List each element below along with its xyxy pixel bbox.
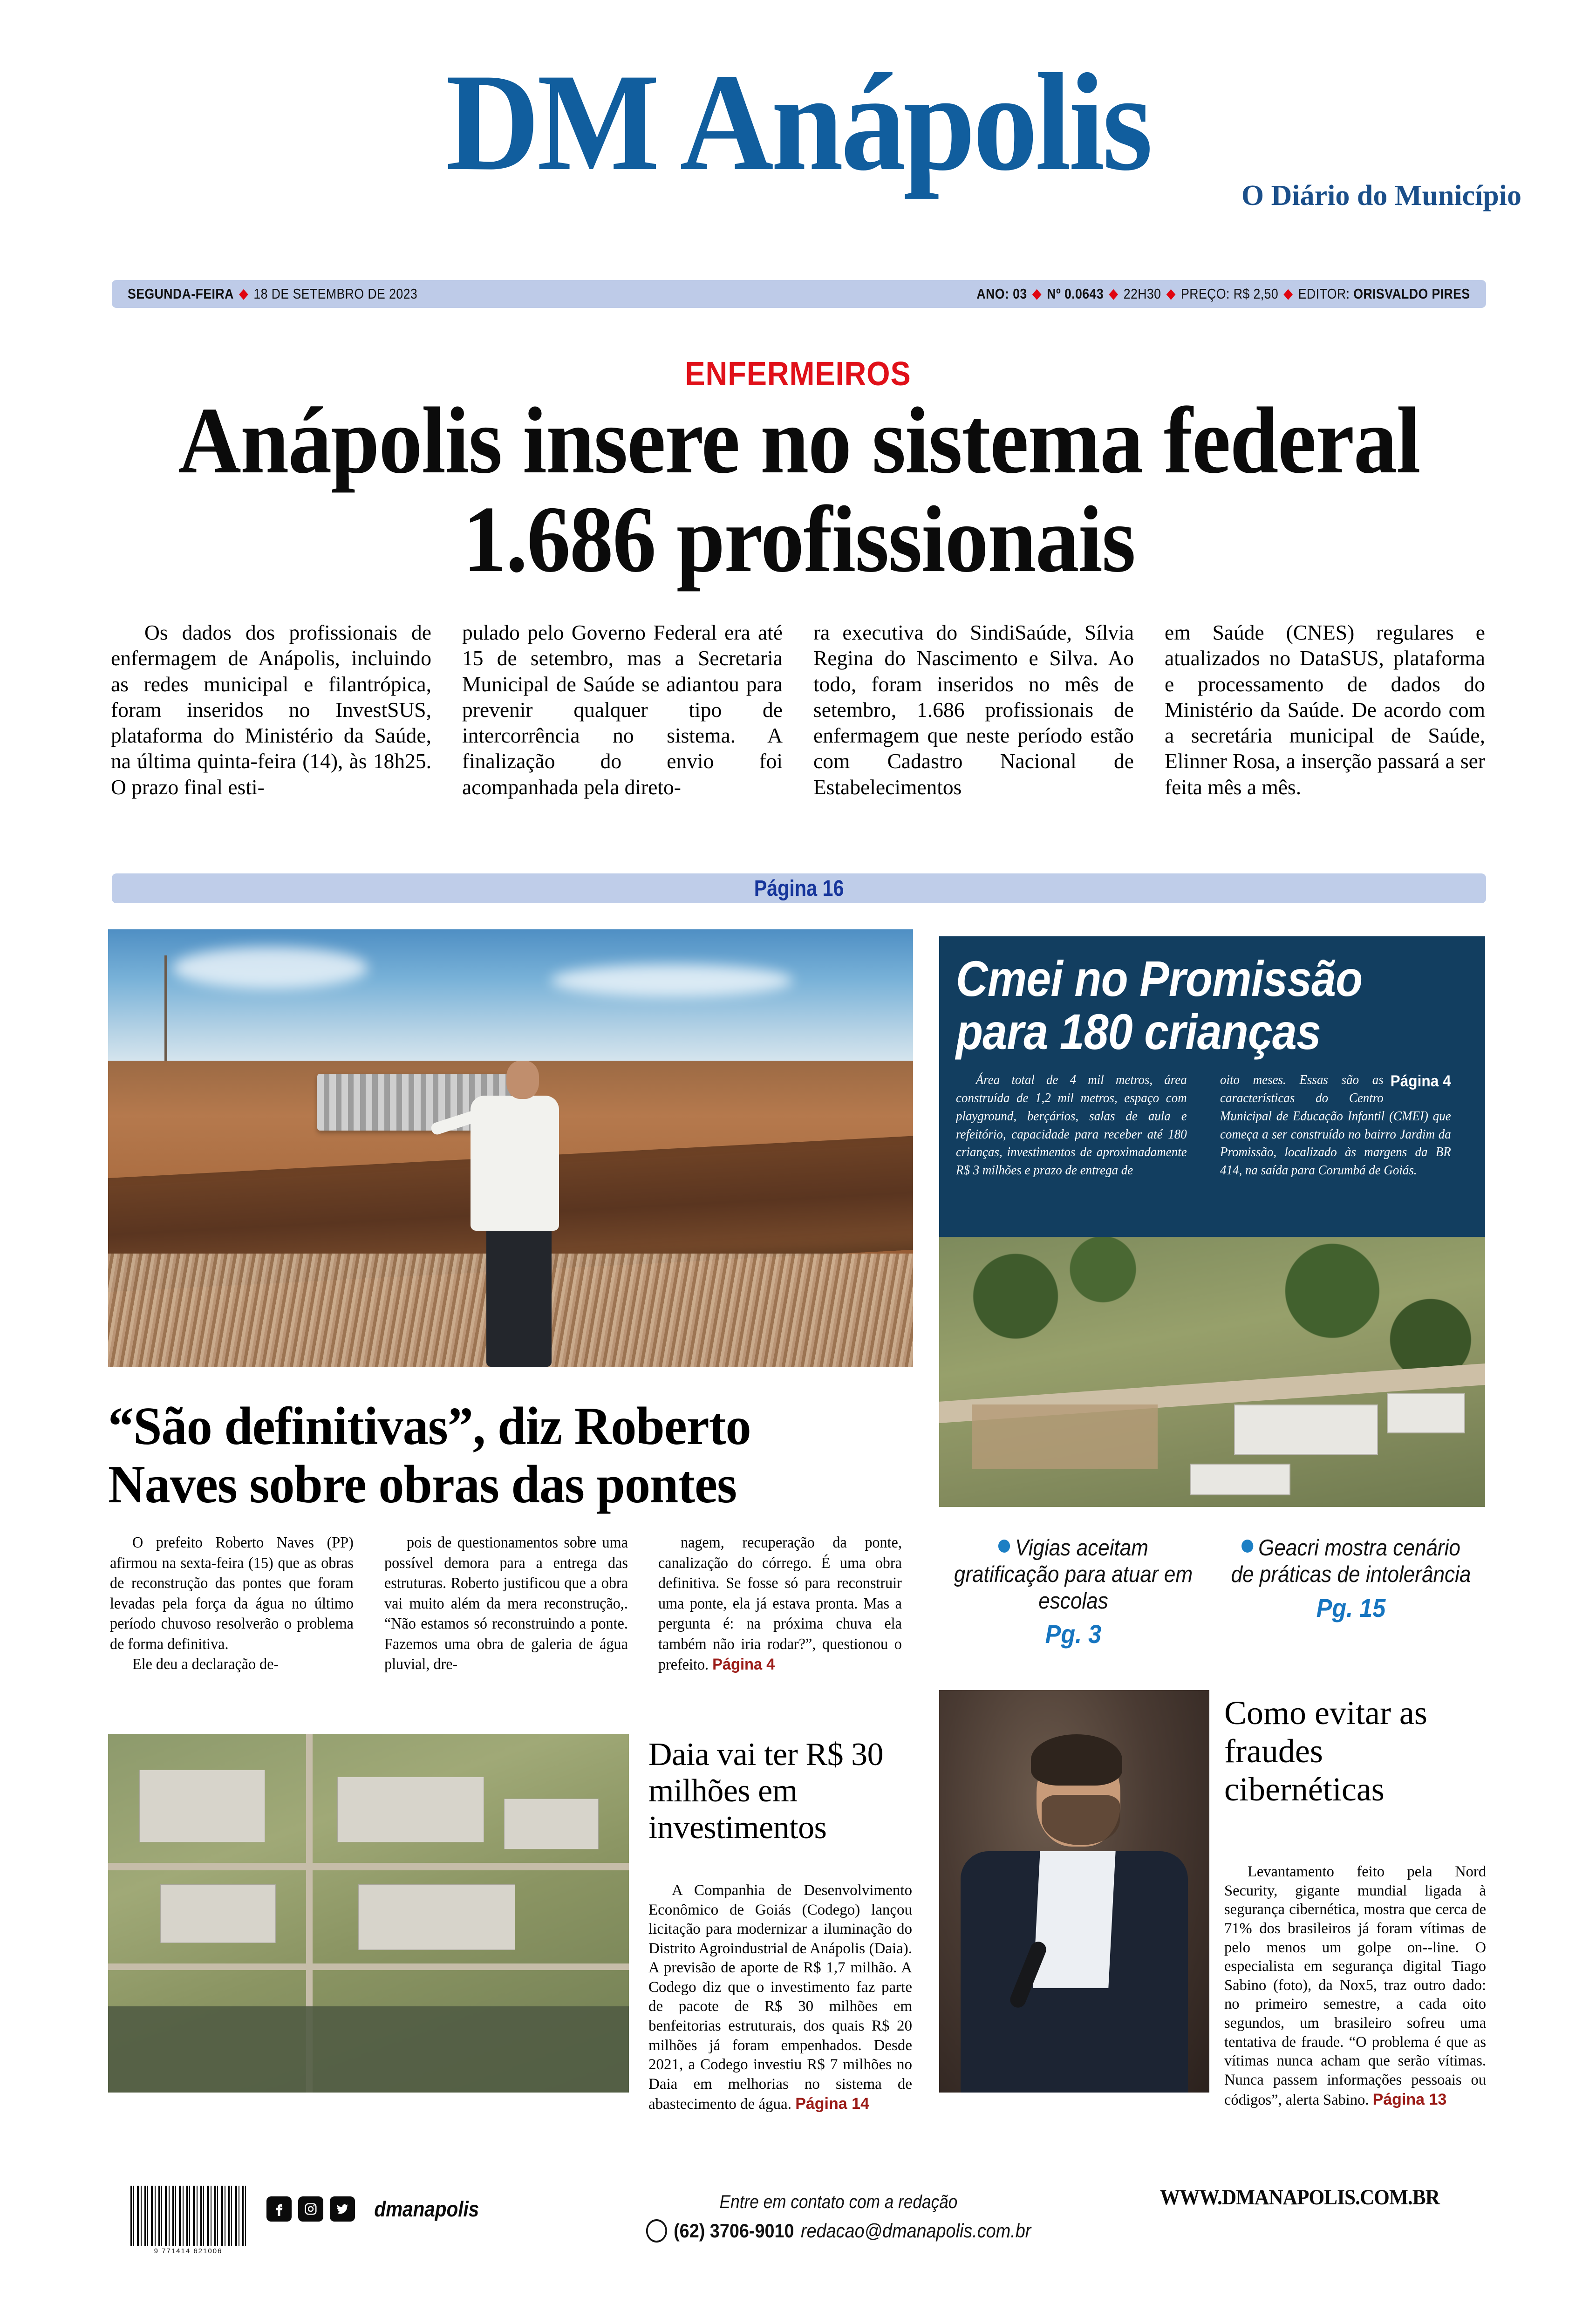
price-label: PREÇO: R$ 2,50 [1181,286,1279,302]
fraudes-headline: Como evitar as fraudes cibernéticas [1224,1694,1427,1808]
portrait-hair [1031,1734,1122,1786]
person-legs [486,1227,552,1367]
cmei-page-reference[interactable]: Página 4 [1390,1072,1451,1090]
newspaper-subtitle: O Diário do Município [1241,180,1521,211]
lead-column-2: pulado pelo Governo Federal era até 15 de setembro, mas a Secretaria Municipal de Saúde se adiantou para prevenir qualquer tipo de intercorrência no sistema. A finalização do envio foi acompanhada pela direto- [462,620,783,799]
daia-body [648,1881,912,2114]
bridges-paragraph-2: Ele deu a declaração de- [132,1656,279,1673]
contact-email[interactable]: redacao@dmanapolis.com.br [800,2220,1031,2242]
year-label: ANO: 03 [976,286,1028,302]
street-line [108,1863,629,1870]
editor-name: ORISVALDO PIRES [1353,286,1470,302]
teaser-row [939,1535,1485,1649]
street-line [108,1963,629,1970]
weekday-label: SEGUNDA-FEIRA [128,286,234,302]
tiago-sabino-portrait-photo [939,1690,1209,2093]
edition-date-group [128,286,417,302]
facebook-icon[interactable] [266,2196,292,2222]
cmei-column-2 [1220,1071,1451,1179]
daia-aerial-photo [108,1734,629,2093]
teaser-vigias-page-reference[interactable]: Pg. 3 [1045,1619,1102,1649]
bridges-page-reference[interactable]: Página 4 [712,1656,775,1674]
bridges-body-columns [110,1533,912,1675]
cmei-column-1: Área total de 4 mil metros, área construída de 1,2 mil metros, espaço com playground, berçários, salas de aula e refeitório, capacidade para receber até 180 crianças, investimentos de aproximadamente R$ 3 milhões e prazo de entrega de [956,1072,1187,1178]
industrial-block [160,1884,276,1943]
lead-kicker: ENFERMEIROS [685,355,911,393]
lead-column-1: Os dados dos profissionais de enfermagem de Anápolis, incluindo as redes municipal e filantrópica, foram inseridos no InvestSUS, plataforma do Ministério da Saúde, na última quinta-feira (14), às 18h25. O prazo final esti- [111,620,431,799]
diamond-separator-icon: ◆ [1166,286,1176,301]
bridges-column-1 [110,1533,354,1675]
cloud-shape [551,964,793,997]
industrial-block [358,1884,515,1950]
building [1234,1404,1378,1455]
bullet-dot-icon [1241,1540,1253,1553]
cmei-column-2-text: oito meses. Essas são as características do Centro Municipal de Educação Infantil (CMEI) que começa a ser construído no bairro Jardim da Promissão, localizado às margens da BR 414, na saída para Corumbá de Goiás. [1220,1072,1451,1178]
fraudes-body-text: Levantamento feito pela Nord Security, gigante mundial ligada à segurança cibernética, mostra que cerca de 71% dos brasileiros já foram vítimas de pelo menos um golpe on--line. O especialista em segurança digital Tiago Sabino (foto), da Nox5, traz outro dado: no primeiro semestre, a cada oito segundos, um brasileiro sofreu uma tentativa de fraude. “O problema é que as vítimas nunca acham que serão vítimas. Nunca passem informações pessoais ou códigos”, alerta Sabino. [1224,1863,1486,2108]
bridge-works-photo [108,929,913,1367]
time-label: 22H30 [1124,286,1161,302]
teaser-geacri-label: Geacri mostra cenário de práticas de intolerância [1231,1535,1471,1587]
diamond-separator-icon: ◆ [239,286,249,301]
bridges-column-2 [384,1533,628,1675]
lead-headline: Anápolis insere no sistema federal 1.686 profissionais [178,388,1420,593]
bridges-paragraph-4 [658,1533,902,1675]
portrait-shirt [1033,1851,1116,1988]
contact-details [629,2219,1048,2243]
lead-body-columns [111,620,1485,800]
building [1387,1393,1465,1433]
person-head [506,1061,539,1099]
bullet-dot-icon [998,1540,1010,1553]
building [1190,1464,1290,1495]
tree-belt [108,2006,629,2093]
barcode [130,2186,246,2246]
teaser-vigias[interactable] [939,1535,1207,1649]
cmei-body-columns [956,1071,1468,1179]
social-handle: dmanapolis [374,2197,479,2221]
utility-pole [164,955,167,1078]
daia-headline: Daia vai ter R$ 30 milhões em investimentos [648,1737,884,1846]
portrait-beard [1042,1795,1120,1845]
edition-meta-group [977,286,1470,302]
barcode-number: 9 771414 621006 [154,2247,223,2255]
newspaper-title: DM Anápolis [445,45,1151,199]
lead-column-4: em Saúde (CNES) regulares e atualizados no DataSUS, plataforma e processamento de dados do Ministério da Saúde. De acordo com a secretária municipal de Saúde, Elinner Rosa, a inserção passará a ser feita mês a mês. [1165,620,1485,799]
diamond-separator-icon: ◆ [1283,286,1293,301]
diamond-separator-icon: ◆ [1032,286,1042,301]
cmei-headline: Cmei no Promissão para 180 crianças [956,950,1363,1060]
bridges-paragraph-1: O prefeito Roberto Naves (PP) afirmou na sexta-feira (15) que as obras de reconstrução das pontes que foram levadas pela força da água no último período chuvoso resolverão o problema de forma definitiva. [110,1534,354,1653]
lead-page-reference-bar[interactable] [112,873,1486,903]
daia-page-reference[interactable]: Página 14 [795,2095,869,2113]
fraudes-page-reference[interactable]: Página 13 [1372,2090,1447,2108]
editor-label: EDITOR: [1298,286,1350,302]
industrial-block [504,1799,599,1850]
teaser-vigias-label: Vigias aceitam gratificação para atuar em escolas [954,1535,1193,1614]
cmei-feature-box [939,936,1485,1237]
lead-column-3: ra executiva do SindiSaúde, Sílvia Regina do Nascimento e Silva. Ao todo, foram inseridos no mês de setembro, 1.686 profissionais de enfermagem que neste período estão com Cadastro Nacional de Estabelecimentos [813,620,1134,799]
date-label: 18 DE SETEMBRO DE 2023 [253,286,418,302]
website-url[interactable]: WWW.DMANAPOLIS.COM.BR [1159,2185,1440,2209]
teaser-geacri-text [1230,1535,1472,1588]
contact-phone[interactable]: (62) 3706-9010 [674,2220,794,2242]
daia-body-text: A Companhia de Desenvolvimento Econômico de Goiás (Codego) lançou licitação para modernizar a iluminação do Distrito Agroindustrial de Anápolis (Daia). A previsão de aporte de R$ 1,7 milhão. A Codego diz que o investimento faz parte de pacote de R$ 30 milhões em benfeitorias estruturais, dos quais R$ 20 milhões já foram empenhados. Desde 2021, a Codego investiu R$ 7 milhões no Daia em melhorias no sistema de abastecimento de água. [648,1882,912,2113]
social-media-group [266,2196,486,2222]
diamond-separator-icon: ◆ [1109,286,1119,301]
teaser-vigias-text [953,1535,1194,1614]
industrial-block [139,1770,265,1842]
cmei-aerial-photo [939,1237,1485,1507]
lead-page-reference: Página 16 [754,876,844,901]
bridges-paragraph-4-text: nagem, recuperação da ponte, canalização do córrego. É uma obra definitiva. Se fosse só para reconstruir uma ponte, ela já estava pronta. Mas a pergunta é: na próxima chuva ela também não iria rodar?”, questionou o prefeito. [658,1534,902,1674]
fraudes-body [1224,1862,1486,2109]
contact-block [606,2192,1071,2243]
twitter-icon[interactable] [330,2196,355,2222]
issue-number-label: Nº 0.0643 [1047,286,1104,302]
edition-info-bar [112,280,1486,308]
teaser-geacri-page-reference[interactable]: Pg. 15 [1316,1593,1386,1622]
instagram-icon[interactable] [298,2196,323,2222]
bridges-column-3 [658,1533,902,1675]
industrial-block [337,1777,484,1842]
bridges-headline: “São definitivas”, diz Roberto Naves sobre obras das pontes [108,1397,751,1515]
whatsapp-icon [646,2219,667,2243]
cloud-shape [172,947,368,989]
teaser-geacri[interactable] [1217,1535,1485,1649]
land-lot [972,1404,1157,1469]
bridges-paragraph-3: pois de questionamentos sobre uma possível demora para a entrega das estruturas. Roberto justificou que a obra vai muito além da mera reconstrução,. “Não estamos só reconstruindo a ponte. Fazemos uma obra de galeria de água pluvial, dre- [384,1534,628,1673]
masthead [0,45,1596,212]
contact-label: Entre em contato com a redação [719,2192,958,2212]
